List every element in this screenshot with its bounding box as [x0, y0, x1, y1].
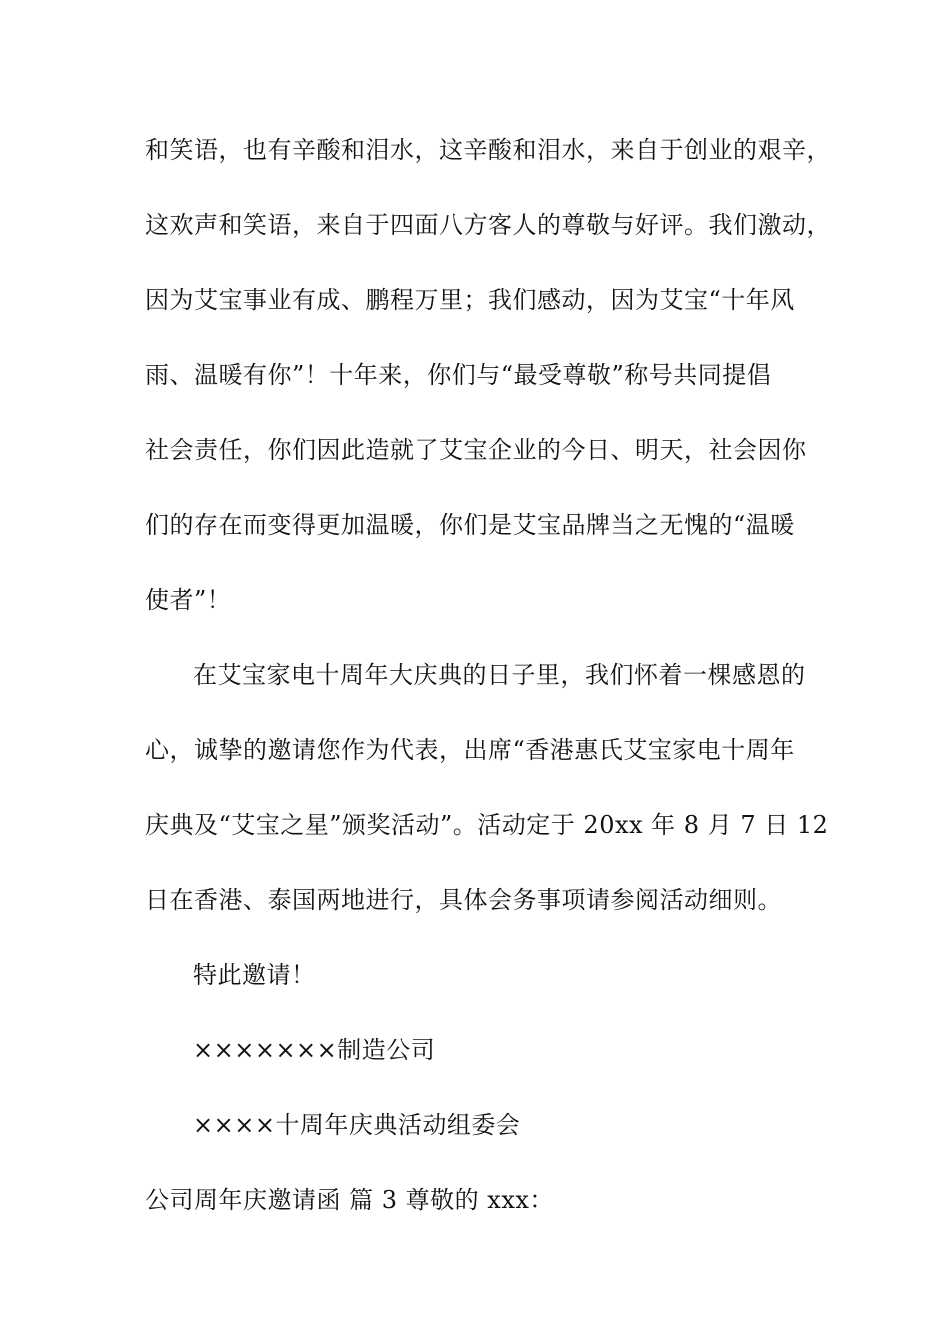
- signature-company: ×××××××制造公司: [193, 1036, 436, 1064]
- paragraph-line: 因为艾宝事业有成、鹏程万里；我们感动，因为艾宝“十年风: [145, 286, 795, 314]
- paragraph-line: 和笑语，也有辛酸和泪水，这辛酸和泪水，来自于创业的艰辛，: [145, 136, 831, 164]
- paragraph-line: 雨、温暖有你”！十年来，你们与“最受尊敬”称号共同提倡: [145, 361, 772, 389]
- paragraph-line: 心，诚挚的邀请您作为代表，出席“香港惠氏艾宝家电十周年: [145, 736, 795, 764]
- closing-line: 特此邀请！: [193, 961, 316, 989]
- paragraph-line: 们的存在而变得更加温暖，你们是艾宝品牌当之无愧的“温暖: [145, 511, 795, 539]
- paragraph-line: 日在香港、泰国两地进行，具体会务事项请参阅活动细则。: [145, 886, 782, 914]
- paragraph-line: 这欢声和笑语，来自于四面八方客人的尊敬与好评。我们激动，: [145, 211, 831, 239]
- paragraph-line: 社会责任，你们因此造就了艾宝企业的今日、明天，社会因你: [145, 436, 807, 464]
- signature-committee: ××××十周年庆典活动组委会: [193, 1111, 521, 1139]
- section-heading: 公司周年庆邀请函 篇 3 尊敬的 xxx：: [145, 1186, 554, 1214]
- paragraph-line: 使者”！: [145, 586, 232, 614]
- paragraph-line: 庆典及“艾宝之星”颁奖活动”。活动定于 20xx 年 8 月 7 日 12: [145, 811, 829, 839]
- paragraph-line: 在艾宝家电十周年大庆典的日子里，我们怀着一棵感恩的: [193, 661, 806, 689]
